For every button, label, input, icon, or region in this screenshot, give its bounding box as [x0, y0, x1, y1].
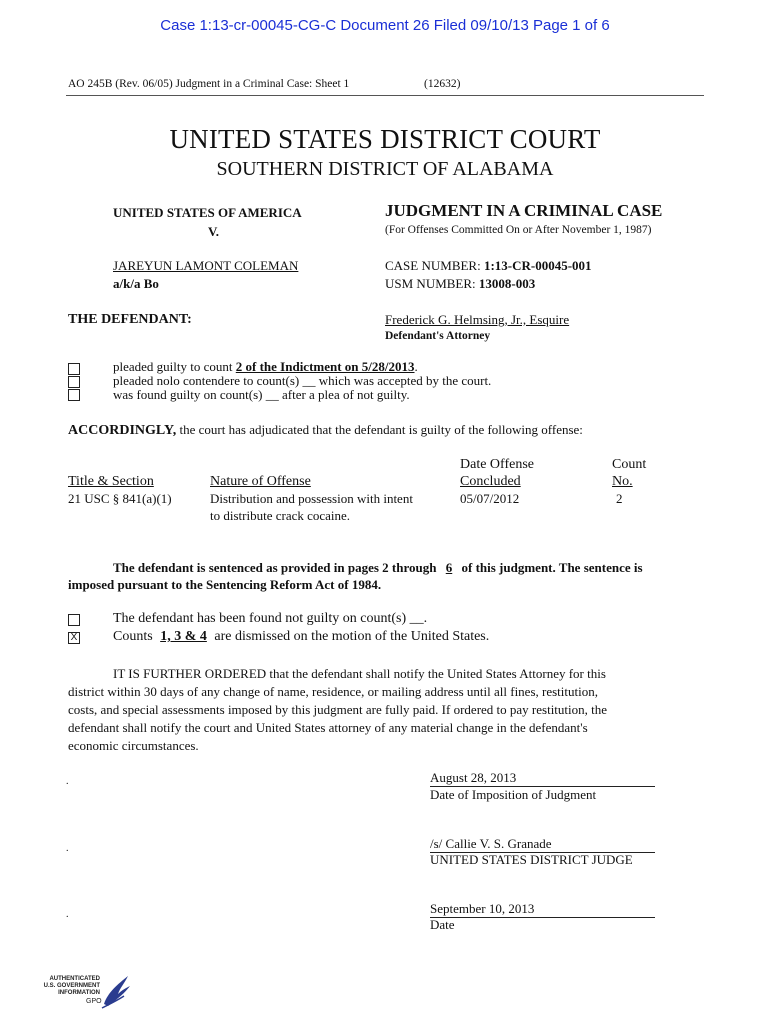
defendant-name: JAREYUN LAMONT COLEMAN — [113, 258, 299, 273]
attorney-name: Frederick G. Helmsing, Jr., Esquire — [385, 312, 570, 327]
count-dismissed — [113, 629, 489, 645]
usm-number-value: 13008-003 — [478, 276, 536, 291]
gpo-authenticated-logo — [40, 970, 132, 1012]
further-ordered-line-4: defendant shall notify the court and United States attorney of any material change in the defendant's — [68, 720, 588, 735]
row-nature-2: to distribute crack cocaine. — [210, 508, 351, 523]
accordingly-lead: ACCORDINGLY, — [68, 423, 177, 438]
the-defendant-label: THE DEFENDANT: — [68, 312, 192, 327]
logo-line-3: INFORMATION — [58, 990, 100, 996]
header-count: Count — [612, 457, 647, 472]
count-not-guilty-text: The defendant has been found not guilty on count(s) __. — [113, 611, 428, 626]
margin-dot: . — [66, 909, 69, 920]
sentence-line-1 — [113, 560, 643, 576]
margin-dot: . — [66, 776, 69, 787]
further-ordered-line-3: costs, and special assessments imposed by this judgment are fully paid. If ordered to pay restitution, the — [68, 702, 608, 717]
accordingly-text: the court has adjudicated that the defendant is guilty of the following offense: — [176, 422, 583, 437]
row-nature-1: Distribution and possession with intent — [210, 491, 413, 506]
case-number-label: CASE NUMBER: — [385, 258, 481, 273]
row-count: 2 — [616, 491, 623, 506]
row-title-section: 21 USC § 841(a)(1) — [68, 491, 172, 506]
logo-line-2: U.S. GOVERNMENT — [43, 983, 100, 989]
judgment-title: JUDGMENT IN A CRIMINAL CASE — [385, 201, 663, 220]
logo-text — [40, 976, 100, 997]
plaintiff: UNITED STATES OF AMERICA — [113, 205, 302, 220]
usm-number — [385, 276, 535, 292]
plea-checkbox-nolo[interactable] — [68, 376, 80, 388]
usm-number-label: USM NUMBER: — [385, 276, 476, 291]
judgment-subtitle: (For Offenses Committed On or After November 1, 1987) — [385, 224, 652, 236]
case-number-value: 1:13-CR-00045-001 — [483, 258, 592, 273]
header-nature: Nature of Offense — [210, 474, 311, 489]
count-dismissed-prefix: Counts — [113, 629, 157, 644]
eagle-icon — [98, 970, 132, 1012]
header-rule — [66, 95, 704, 96]
further-ordered-line-1: IT IS FURTHER ORDERED that the defendant shall notify the United States Attorney for this — [113, 666, 606, 681]
imposition-date: August 28, 2013 — [430, 770, 517, 785]
logo-gpo: GPO — [86, 998, 102, 1005]
header-title-section: Title & Section — [68, 474, 154, 489]
plea-not-guilty: was found guilty on count(s) __ after a plea of not guilty. — [113, 387, 410, 402]
sentence-text-a: The defendant is sentenced as provided in pages 2 through — [113, 560, 440, 575]
versus: V. — [208, 224, 219, 239]
logo-line-1: AUTHENTICATED — [49, 976, 100, 982]
plea-guilty — [113, 360, 418, 374]
count-checkbox-not-guilty[interactable] — [68, 614, 80, 626]
case-number — [385, 258, 592, 274]
defendant-aka: a/k/a Bo — [113, 276, 159, 291]
header-concluded: Concluded — [460, 474, 521, 489]
attorney-label: Defendant's Attorney — [385, 330, 491, 342]
header-count-no: No. — [612, 474, 633, 489]
case-stamp: Case 1:13-cr-00045-CG-C Document 26 Filed 09/10/13 Page 1 of 6 — [160, 17, 610, 34]
sentence-text-b: of this judgment. The sentence is — [458, 560, 643, 575]
district-name: SOUTHERN DISTRICT OF ALABAMA — [216, 158, 554, 180]
plea-guilty-text: pleaded guilty to count — [113, 359, 236, 374]
sentence-line-2: imposed pursuant to the Sentencing Reform Act of 1984. — [68, 577, 382, 592]
plea-checkbox-not-guilty[interactable] — [68, 389, 80, 401]
further-ordered-line-5: economic circumstances. — [68, 738, 199, 753]
form-code: (12632) — [424, 78, 461, 90]
count-dismissed-suffix: are dismissed on the motion of the United States. — [210, 629, 490, 644]
form-label: AO 245B (Rev. 06/05) Judgment in a Criminal Case: Sheet 1 — [68, 78, 350, 90]
header-date-offense: Date Offense — [460, 457, 534, 472]
filed-date-line — [430, 917, 655, 918]
margin-dot: . — [66, 843, 69, 854]
sentence-pages: 6 — [445, 560, 453, 575]
judge-signature: /s/ Callie V. S. Granade — [430, 836, 552, 851]
count-dismissed-value: 1, 3 & 4 — [160, 629, 207, 644]
further-ordered-line-2: district within 30 days of any change of name, residence, or mailing address until all fines, restitution, — [68, 684, 598, 699]
row-date: 05/07/2012 — [460, 491, 520, 506]
imposition-date-label: Date of Imposition of Judgment — [430, 787, 597, 802]
plea-guilty-suffix: . — [414, 359, 418, 374]
plea-guilty-count: 2 of the Indictment on 5/28/2013 — [235, 359, 415, 374]
judge-title: UNITED STATES DISTRICT JUDGE — [430, 852, 633, 867]
filed-date-label: Date — [430, 917, 455, 932]
plea-nolo: pleaded nolo contendere to count(s) __ which was accepted by the court. — [113, 373, 492, 388]
court-name: UNITED STATES DISTRICT COURT — [169, 124, 601, 154]
plea-checkbox-guilty[interactable] — [68, 363, 80, 375]
filed-date: September 10, 2013 — [430, 901, 535, 916]
accordingly — [68, 422, 583, 439]
count-checkbox-dismissed[interactable]: X — [68, 632, 80, 644]
